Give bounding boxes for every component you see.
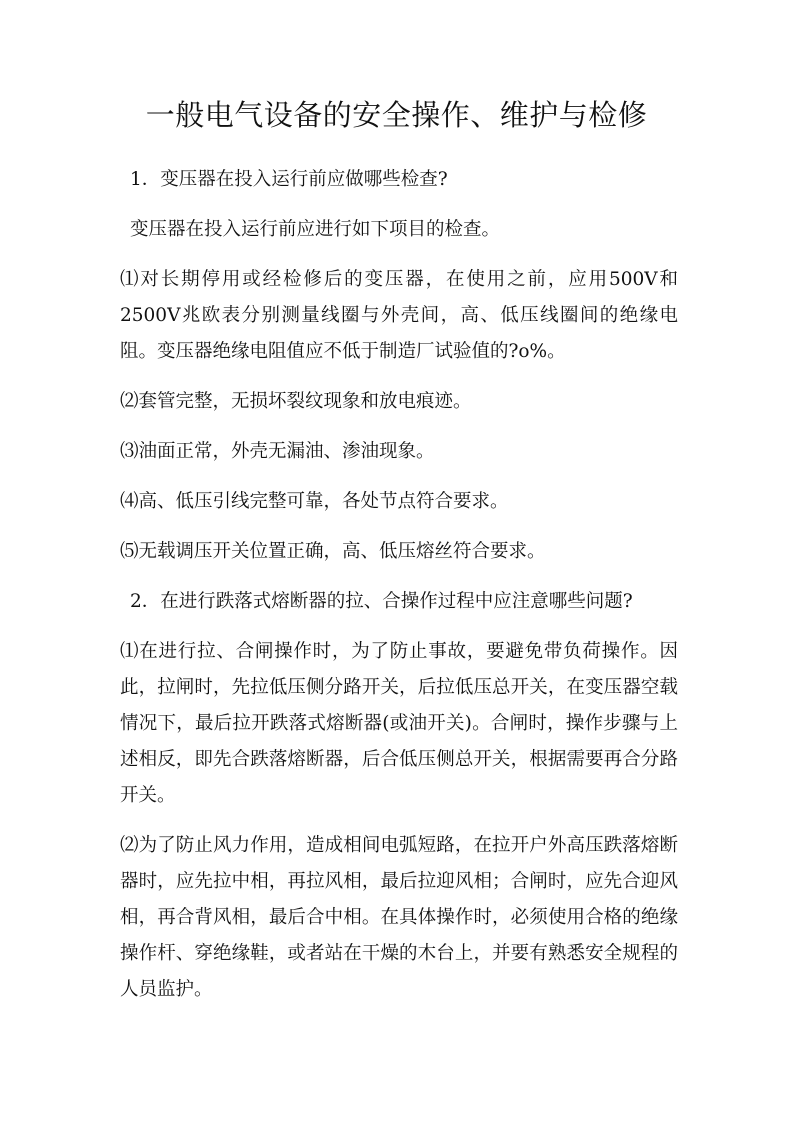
document-title: 一般电气设备的安全操作、维护与检修 bbox=[145, 98, 648, 132]
question-2-item-2: ⑵为了防止风力作用，造成相间电弧短路，在拉开户外高压跌落熔断器时，应先拉中相，再拉风相，最后拉迎风相；合闸时，应先合迎风相，再合背风相，最后合中相。在具体操作时，必须使用合格的绝缘操作杆、穿绝缘鞋，或者站在干燥的木台上，并要有熟悉安全规程的人员监护。 bbox=[120, 835, 678, 1000]
question-1-item-3: ⑶油面正常，外壳无漏油、渗油现象。 bbox=[120, 441, 435, 462]
question-2: 2．在进行跌落式熔断器的拉、合操作过程中应注意哪些问题? bbox=[130, 591, 633, 612]
question-1-item-1: ⑴对长期停用或经检修后的变压器，在使用之前，应用500V和2500V兆欧表分别测量线圈与外壳间，高、低压线圈间的绝缘电阻。变压器绝缘电阻值应不低于制造厂试验值的?o%。 bbox=[120, 269, 678, 362]
question-1-item-5: ⑸无载调压开关位置正确，高、低压熔丝符合要求。 bbox=[120, 541, 546, 562]
document-body bbox=[118, 162, 678, 1022]
question-1: 1．变压器在投入运行前应做哪些检查? bbox=[130, 169, 448, 190]
question-1-item-2: ⑵套管完整，无损坏裂纹现象和放电痕迹。 bbox=[120, 391, 472, 412]
question-1-item-4: ⑷高、低压引线完整可靠，各处节点符合要求。 bbox=[120, 491, 509, 512]
question-2-item-1: ⑴在进行拉、合闸操作时，为了防止事故，要避免带负荷操作。因此，拉闸时，先拉低压侧分路开关，后拉低压总开关，在变压器空载情况下，最后拉开跌落式熔断器(或油开关)。合闸时，操作步骤与上述相反，即先合跌落熔断器，后合低压侧总开关，根据需要再合分路开关。 bbox=[120, 641, 678, 806]
question-1-answer-lead: 变压器在投入运行前应进行如下项目的检查。 bbox=[130, 219, 501, 240]
